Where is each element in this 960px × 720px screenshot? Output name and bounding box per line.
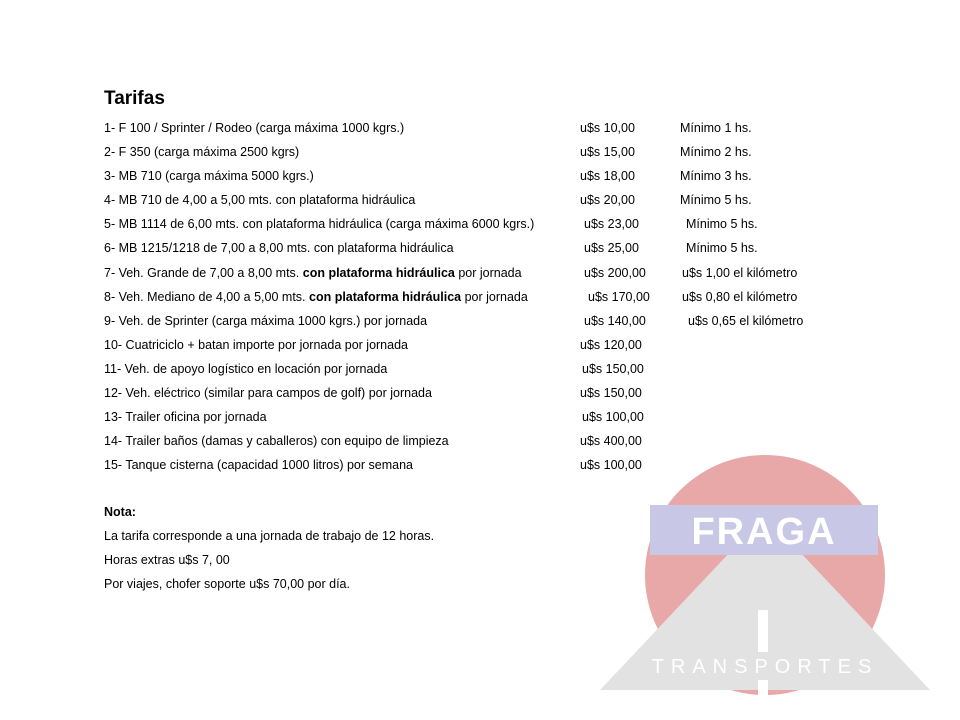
rate-price: u$s 140,00 <box>584 313 646 328</box>
logo-road-line-2 <box>758 680 768 720</box>
rates-list <box>104 120 844 481</box>
rate-price: u$s 100,00 <box>582 410 644 425</box>
rate-price: u$s 10,00 <box>580 121 635 135</box>
rate-description: 4- MB 710 de 4,00 a 5,00 mts. con plataforma hidráulica <box>104 193 416 208</box>
rate-description: 9- Veh. de Sprinter (carga máxima 1000 kgrs.) por jornada <box>104 313 428 328</box>
rate-description: 11- Veh. de apoyo logístico en locación por jornada <box>104 361 388 376</box>
rate-row-13 <box>104 409 844 433</box>
rate-row-14 <box>104 433 844 457</box>
rate-price: u$s 25,00 <box>584 241 639 256</box>
rate-row-6 <box>104 240 844 264</box>
rate-extra: Mínimo 2 hs. <box>680 145 752 160</box>
rate-description: 15- Tanque cisterna (capacidad 1000 litros) por semana <box>104 458 413 473</box>
logo-road-line-1 <box>758 610 768 652</box>
rate-description: 3- MB 710 (carga máxima 5000 kgrs.) <box>104 169 314 184</box>
rate-price: u$s 23,00 <box>584 217 639 232</box>
page-title: Tarifas <box>104 88 165 109</box>
rate-extra: Mínimo 5 hs. <box>686 217 758 232</box>
rate-description <box>104 265 522 281</box>
rate-price: u$s 170,00 <box>588 289 650 304</box>
rate-extra: u$s 0,80 el kilómetro <box>682 289 798 304</box>
rate-row-11 <box>104 361 844 385</box>
rate-desc-text: por jornada <box>461 289 528 304</box>
rate-description <box>104 289 528 305</box>
note-line: Por viajes, chofer soporte u$s 70,00 por día. <box>104 577 350 592</box>
rate-description: 5- MB 1114 de 6,00 mts. con plataforma hidráulica (carga máxima 6000 kgrs.) <box>104 217 535 232</box>
rate-description: 2- F 350 (carga máxima 2500 kgrs) <box>104 145 300 160</box>
notes-section <box>104 504 434 600</box>
rate-row-10 <box>104 337 844 361</box>
rate-row-9 <box>104 313 844 337</box>
rate-price: u$s 100,00 <box>580 458 642 473</box>
rate-row-7 <box>104 265 844 289</box>
rate-extra: Mínimo 5 hs. <box>680 193 752 208</box>
rate-desc-text: 7- Veh. Grande de 7,00 a 8,00 mts. <box>104 265 303 280</box>
note-title: Nota: <box>104 505 136 519</box>
rate-row-15 <box>104 457 844 481</box>
rate-description: 13- Trailer oficina por jornada <box>104 410 267 425</box>
rate-desc-text: por jornada <box>454 265 522 280</box>
note-line: La tarifa corresponde a una jornada de trabajo de 12 horas. <box>104 529 435 544</box>
rate-extra: Mínimo 5 hs. <box>686 241 758 256</box>
rate-row-3 <box>104 168 844 192</box>
rate-row-1 <box>104 120 844 144</box>
rate-extra: u$s 0,65 el kilómetro <box>688 313 804 328</box>
rate-description: 1- F 100 / Sprinter / Rodeo (carga máxima 1000 kgrs.) <box>104 121 405 135</box>
rate-price: u$s 150,00 <box>582 361 644 376</box>
rate-description: 12- Veh. eléctrico (similar para campos de golf) por jornada <box>104 386 432 401</box>
rate-price: u$s 400,00 <box>580 434 642 449</box>
rate-row-12 <box>104 385 844 409</box>
note-line: Horas extras u$s 7, 00 <box>104 553 230 568</box>
rate-price: u$s 18,00 <box>580 169 635 184</box>
rate-extra: Mínimo 1 hs. <box>680 121 752 135</box>
rate-extra: u$s 1,00 el kilómetro <box>682 265 798 280</box>
rate-desc-text: 8- Veh. Mediano de 4,00 a 5,00 mts. <box>104 289 309 304</box>
rate-row-2 <box>104 144 844 168</box>
rate-desc-bold: con plataforma hidráulica <box>302 265 455 280</box>
rate-desc-bold: con plataforma hidráulica <box>309 289 462 304</box>
rate-extra: Mínimo 3 hs. <box>680 169 752 184</box>
rate-description: 14- Trailer baños (damas y caballeros) con equipo de limpieza <box>104 434 449 449</box>
rate-row-8 <box>104 289 844 313</box>
rate-price: u$s 15,00 <box>580 145 635 160</box>
rate-description: 10- Cuatriciclo + batan importe por jornada por jornada <box>104 337 408 352</box>
rate-price: u$s 200,00 <box>584 265 646 280</box>
rate-row-5 <box>104 216 844 240</box>
logo-subtitle-text: TRANSPORTES <box>651 656 879 678</box>
rate-price: u$s 120,00 <box>580 337 642 352</box>
rate-row-4 <box>104 192 844 216</box>
logo-brand-text: FRAGA <box>691 511 837 553</box>
rate-price: u$s 150,00 <box>580 386 642 401</box>
fraga-logo <box>590 455 940 720</box>
rate-price: u$s 20,00 <box>580 193 635 208</box>
rate-description: 6- MB 1215/1218 de 7,00 a 8,00 mts. con plataforma hidráulica <box>104 241 454 256</box>
